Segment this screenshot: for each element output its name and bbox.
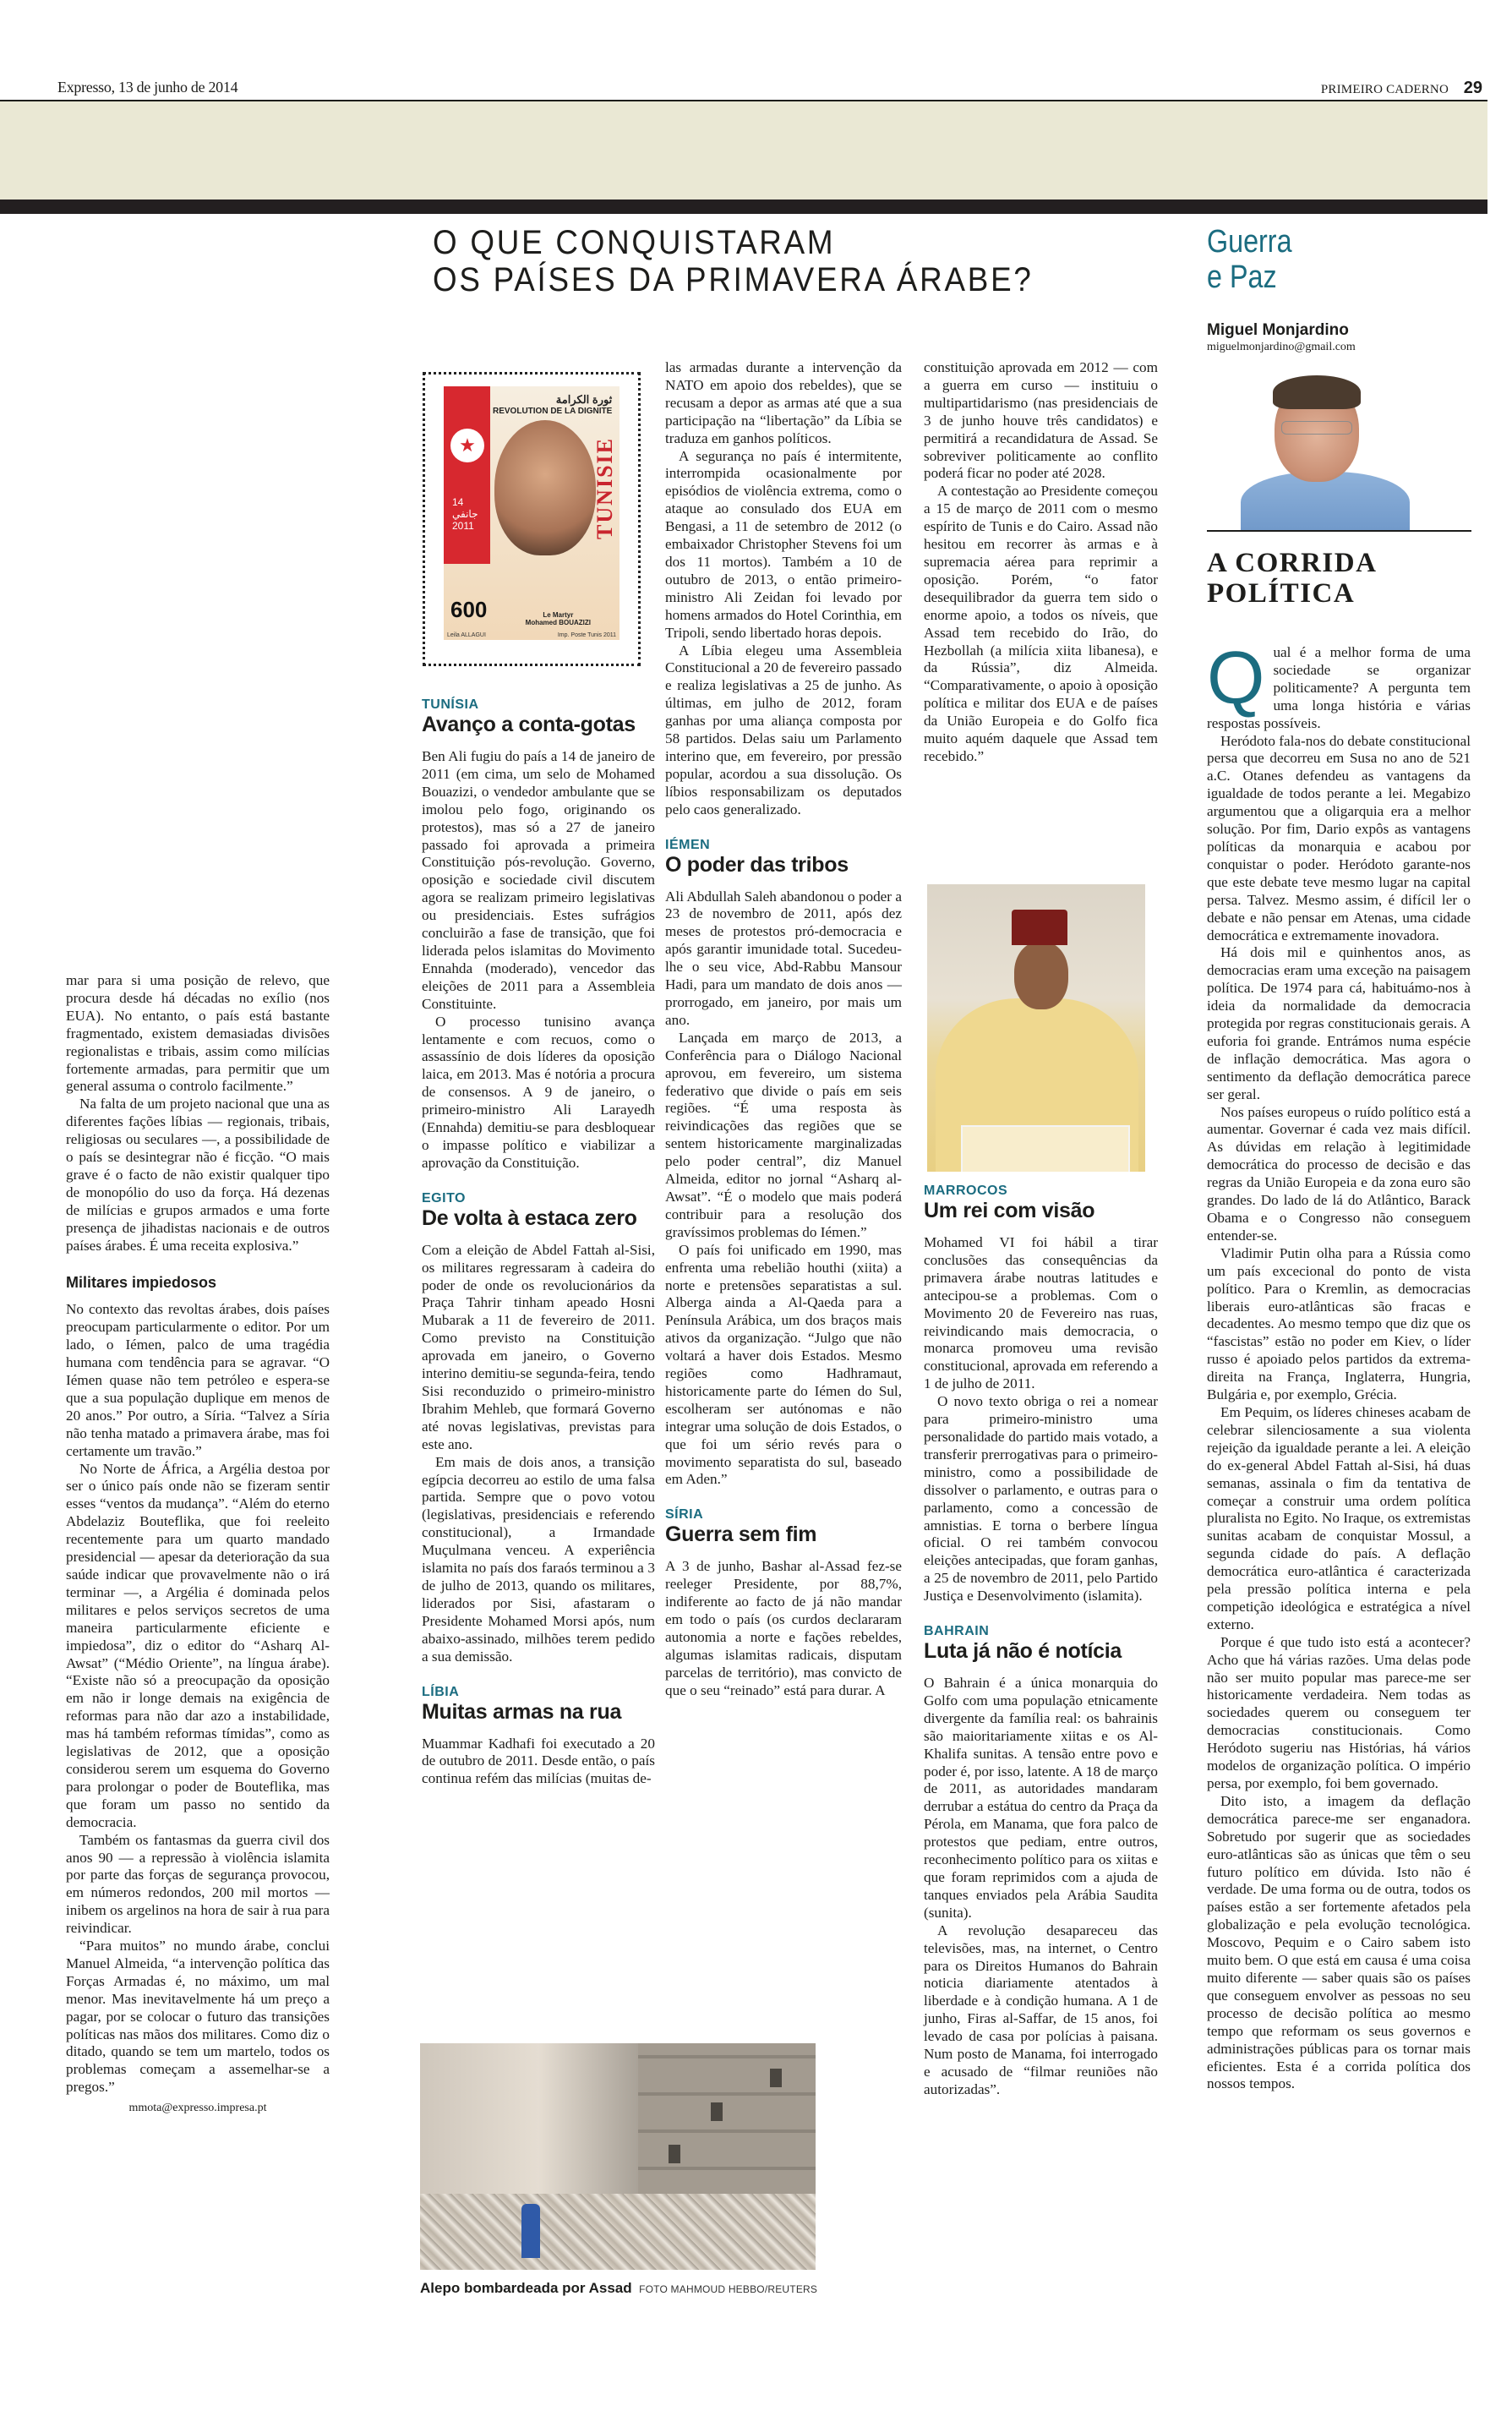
hair — [1273, 375, 1361, 409]
paragraph: constituição aprovada em 2012 — com a guerra em curso — instituiu o multipartidarismo (nas presidenciais de 3 de junho houve três candidatos) e permitirá a recandidatura de Assad. Se sobreviver politicamente ao conflito poderá ficar no poder até 2028. — [924, 359, 1158, 482]
author-name: Miguel Monjardino — [1207, 321, 1349, 339]
subhead: Militares impiedosos — [66, 1273, 217, 1291]
stamp-martyr-name: Mohamed BOUAZIZI — [525, 619, 591, 626]
paragraph: A 3 de junho, Bashar al-Assad fez-se reeleger Presidente, por 88,7%, indiferente ao facto de já não mandar em todo o país (os curdos declararam autonomia a norte e fações rebeldes, algumas islamitas radicais, disputam parcelas de território), mas convicto de que o seu “reinado” está para durar. A — [665, 1558, 902, 1698]
paragraph: mar para si uma posição de relevo, que procura desde há décadas no exílio (nos EUA). No entanto, o país está bastante fragmentado, existem demasiadas divisões regionalistas e tribais, assim como milícias fortemente armadas, para permitir que um general assuma o controlo facilmente.” — [66, 972, 330, 1095]
caption-text: Alepo bombardeada por Assad — [420, 2280, 632, 2296]
headline-morocco: Um rei com visão — [924, 1199, 1095, 1222]
section-name: PRIMEIRO CADERNO — [1320, 83, 1449, 96]
paragraph: Mohamed VI foi hábil a tirar conclusões das consequências da primavera árabe noutras latitudes e antecipou-se a problemas. Com o Movimento 20 de Fevereiro nas ruas, reivindicando mais democracia, o monarca promoveu uma revisão constitucional, aprovada em referendo a 1 de julho de 2011. — [924, 1234, 1158, 1392]
stamp-date: 14 جانفي 2011 — [452, 496, 478, 532]
bouazizi-portrait — [494, 420, 596, 555]
paragraph: Porque é que tudo isto está a acontecer? Acho que há várias razões. Uma delas pode não ser muito popular mas parece-me ser historicamente verdadeira. Nem todas as sociedades querem ou conseguem ter democracias constitucionais. Como Heródoto sugeriu nas Histórias, há vários modelos de organização política. O império persa, por exemplo, foi bem governado. — [1207, 1633, 1471, 1791]
headline-yemen: O poder das tribos — [665, 852, 849, 877]
column-author — [1207, 321, 1356, 354]
country-label-bahrain: BAHRAIN — [924, 1624, 990, 1639]
paragraph: Em Pequim, os líderes chineses acabam de celebrar silenciosamente a sua violenta rejeição da igualdade perante a lei. A eleição do ex-general Abdel Fattah al-Sisi, há duas semanas, assinala o fim da tentativa de começar a construir uma ordem política pluralista no Egito. No Iraque, os extremistas sunitas acabam de conquistar Mossul, a segunda cidade do país. A deflação democrática euro-atlântica é caracterizada pela pressão política interna e pela competição ideológica e estratégica a nível externo. — [1207, 1403, 1471, 1632]
page-number: 29 — [1463, 79, 1482, 97]
headline-libya: Muitas armas na rua — [422, 1699, 622, 1724]
country-label-tunisia: TUNÍSIA — [422, 697, 479, 712]
sidebar-column-2 — [422, 697, 655, 1788]
window — [711, 2102, 723, 2121]
tunisia-flag — [444, 386, 490, 564]
series-title-line2: e Paz — [1207, 260, 1277, 295]
author-portrait — [1224, 372, 1427, 530]
paragraph: “Para muitos” no mundo árabe, conclui Manuel Almeida, “a intervenção política das Forças Armadas é, no máximo, um mal menor. Mas inevitavelmente há um preço a pagar, por se colocar o futuro das transições políticas nas mãos dos militares. Como diz o ditado, quando se tem um martelo, todos os problemas começam a assemelhar-se a pregos.” — [66, 1938, 330, 2096]
column-headline-line2: POLÍTICA — [1207, 578, 1356, 609]
publication-date: Expresso, 13 de junho de 2014 — [57, 79, 238, 96]
photo-caption — [420, 2280, 817, 2297]
author-email[interactable]: miguelmonjardino@gmail.com — [1207, 341, 1356, 353]
damaged-building — [638, 2043, 816, 2204]
headline-tunisia: Avanço a conta-gotas — [422, 713, 636, 736]
glasses — [1281, 421, 1352, 435]
ad-band — [0, 101, 1487, 200]
column-headline — [1207, 548, 1377, 609]
paragraph: O novo texto obriga o rei a nomear para primeiro-ministro uma personalidade do partido mais votado, a transferir prerrogativas para o primeiro-ministro, como a possibilidade de dissolver o parlamento, e outras para o parlamento, como a concessão de amnistias. E torna o berbere língua oficial. O rei também convocou eleições antecipadas, que foram ganhas, a 25 de novembro de 2011, pelo Partido Justiça e Desenvolvimento (islamita). — [924, 1393, 1158, 1605]
stamp-martyr — [526, 611, 591, 626]
paragraph: Heródoto fala-nos do debate constitucional persa que decorreu em Susa no ano de 521 a.C. Otanes defendeu as vantagens da igualdade de todos perante a lei. Megabizo argumentou que a oligarquia era a melhor solução. Por fim, Dario expôs as vantagens políticas da monarquia e acabou por conquistar o poder. Heródoto garante-nos que este debate teve mesmo lugar na capital persa. Talvez. Mesmo assim, é difícil ler o debate e não pensar em Atenas, uma cidade democrática e extremamente inovadora. — [1207, 732, 1471, 943]
crescent-star-icon: ★ — [450, 429, 484, 462]
bouazizi-stamp-image — [423, 372, 641, 666]
paragraph: No Norte de África, a Argélia destoa por ser o único país onde não se fizeram sentir esses “ventos da mudança”. “Além do eterno Abdelaziz Bouteflika, que foi reeleito recentemente para um quarto mandado presidencial — apesar da deterioração da sua saúde indicar que provavelmente não o irá terminar —, a Argélia é dominada pelos militares e pelos serviços secretos de uma maneira particularmente eficiente e impiedosa”, diz o editor do “Asharq Al-Awsat” (“Médio Oriente”, na língua árabe). “Existe não só a preocupação da oposição em não ir longe demais na exigência de reformas para não dar azo a instabilidade, mas há também reformas tímidas”, como as legislativas de 2012, que a oposição considerou serem um esquema do Governo para prolongar o poder de Bouteflika, mas que foram um passo no sentido da democracia. — [66, 1460, 330, 1830]
stamp-martyr-label: Le Martyr — [543, 611, 574, 619]
stamp-title — [493, 393, 612, 416]
paragraph: A Líbia elegeu uma Assembleia Constitucional a 20 de fevereiro passado e realiza legislativas a 25 de junho. As últimas, em julho de 2012, foram ganhas por uma aliança composta por 58 partidos. Delas saiu um Parlamento interino que, em fevereiro, por pressão popular, acordou a sua dissolução. Os líbios responsabilizam os deputados pelo caos generalizado. — [665, 642, 902, 817]
folio-right — [1321, 79, 1482, 98]
paragraph: Com a eleição de Abdel Fattah al-Sisi, os militares regressaram à cadeira do poder de onde os revolucionários da Praça Tahrir tinham apeado Hosni Mubarak a 11 de fevereiro de 2011. Como previsto na Constituição aprovada em janeiro, o Governo interino demitiu-se segunda-feira, tendo Sisi reconduzido o primeiro-ministro Ibrahim Mehleb, que formará Governo até novas legislativas, previstas para este ano. — [422, 1241, 655, 1452]
paragraph: Na falta de um projeto nacional que una as diferentes fações líbias — regionais, tribais, religiosas ou seculares —, a possibilidade de o país se desintegrar não é ficção. “O mais grave é o facto de não existir qualquer tipo de monopólio do uso da força. Há dezenas de milícias e grupos armados e uma forte presença de jihadistas nacionais e de outros países árabes. É uma receita explosiva.” — [66, 1096, 330, 1254]
paragraph: Há dois mil e quinhentos anos, as democracias eram uma exceção na paisagem política. De 1974 para cá, habituámo-nos à ideia da normalidade da democracia protegida por regras constitucionais gerais. A euforia foi grande. Entrámos numa espécie de inflação democrática. Mas agora o sentimento da deflação democrática parece ser geral. — [1207, 944, 1471, 1102]
stamp-arabic-title: ثورة الكرامة — [555, 393, 613, 406]
stamp-designer: Leila ALLAGUI — [447, 632, 486, 638]
window — [770, 2069, 782, 2087]
paragraph: Lançada em março de 2013, a Conferência para o Diálogo Nacional aprovou, em fevereiro, um sistema federativo que divide o país em seis regiões. “É uma resposta às reivindicações das regiões que se sentem historicamente marginalizadas pelo poder central”, diz Manuel Almeida, editor no jornal “Asharq al-Awsat”. “É o modelo que mais poderá contribuir para a resolução dos gravíssimos problemas do Iémen.” — [665, 1029, 902, 1240]
stamp-country: TUNISIE — [592, 437, 617, 539]
paragraph: Ben Ali fugiu do país a 14 de janeiro de 2011 (em cima, um selo de Mohamed Bouazizi, o vendedor ambulante que se imolou pelo fogo, originando os protestos), mas só a 27 de janeiro passado foi aprovada a primeira Constituição pós-revolução. Governo, oposição e sociedade civil discutem agora se realizam primeiro legislativas ou presidenciais. Estes sufrágios concluirão a fase de transição, que foi liderada pelos islamitas do Movimento Ennahda (moderado), vencedor das eleições de 2011 para a Assembleia Constituinte. — [422, 748, 655, 1012]
headline-syria: Guerra sem fim — [665, 1523, 817, 1547]
paragraph: Vladimir Putin olha para a Rússia como um país excecional do ponto de vista político. Para o Kremlin, as democracias liberais euro-atlânticas são fracas e decadentes. Ao mesmo tempo que diz que os “fascistas” estão no poder em Kiev, o líder russo é apoiado pelos partidos da extrema-direita na França, Inglaterra, Hungria, Bulgária e, por exemplo, Grécia. — [1207, 1244, 1471, 1403]
portrait-rule — [1207, 530, 1471, 532]
headline-egypt: De volta à estaca zero — [422, 1206, 637, 1230]
rubble — [420, 2194, 816, 2270]
paragraph: O Bahrain é a única monarquia do Golfo com uma população etnicamente divergente da família real: os bahrainis são maioritariamente xiitas e os Al-Khalifa sunitas. A tensão entre povo e poder é, por isso, latente. A 18 de março de 2011, as autoridades mandaram derrubar a estátua do centro da Praça da Pérola, em Manama, que fora palco de protestos que pediam, entre outros, reconhecimento político para os xiitas e que foram reprimidos com a ajuda de tanques enviados pela Arábia Saudita (sunita). — [924, 1675, 1158, 1921]
paragraph: O processo tunisino avança lentamente e com recuos, como o assassínio de dois líderes da oposição laica, em 2013. Mas é notória a procura de consensos. A 9 de janeiro, o primeiro-ministro Ali Larayedh (Ennahda) demitiu-se para desbloquear o impasse político e viabilizar a aprovação da Constituição. — [422, 1013, 655, 1171]
window — [669, 2145, 680, 2163]
column-series-title — [1207, 224, 1292, 295]
first-paragraph — [1207, 636, 1471, 733]
country-label-syria: SÍRIA — [665, 1507, 704, 1523]
face — [1014, 942, 1068, 1009]
ballot-box — [961, 1125, 1130, 1172]
opinion-column-body — [1207, 636, 1471, 2093]
stamp-printer: Imp. Poste Tunis 2011 — [557, 632, 616, 638]
paragraph: Ali Abdullah Saleh abandonou o poder a 23 de novembro de 2011, após dez meses de protestos pró-democracia e após garantir imunidade total. Sucedeu-lhe o seu vice, Abd-Rabbu Mansour Hadi, para um mandato de dois anos — prorrogado, em janeiro, por mais um ano. — [665, 888, 902, 1028]
country-label-egypt: EGITO — [422, 1190, 466, 1206]
moroccan-king-voting-photo — [927, 884, 1145, 1172]
stamp-footer — [447, 632, 616, 638]
person — [521, 2204, 540, 2258]
sidebar-column-4 — [924, 359, 1158, 766]
series-title-line1: Guerra — [1207, 224, 1292, 260]
paragraph: A segurança no país é intermitente, interrompida ocasionalmente por episódios de violência extrema, como o ataque ao consulado dos EUA em Bengasi, a 11 de setembro de 2012 (o embaixador Christopher Stevens foi um dos 11 mortos). Também a 10 de outubro de 2013, o então primeiro-ministro Ali Zeidan foi levado por homens armados do Hotel Corinthia, em Tripoli, sendo libertado horas depois. — [665, 447, 902, 641]
main-title — [433, 224, 1034, 298]
photo-credit: FOTO MAHMOUD HEBBO/REUTERS — [639, 2283, 818, 2295]
dropcap: Q — [1207, 636, 1265, 719]
paragraph: Muammar Kadhafi foi executado a 20 de outubro de 2011. Desde então, o país continua refém das milícias (muitas de- — [422, 1735, 655, 1787]
country-label-morocco: MARROCOS — [924, 1184, 1008, 1198]
paragraph: A contestação ao Presidente começou a 15 de março de 2011 com o mesmo espírito de Tunis e do Cairo. Assad não hesitou em recorrer às armas e à supremacia aérea para reprimir a oposição. Porém, “o fator desequilibrador da guerra tem sido o enorme apoio, a todos os níveis, que Assad tem recebido do Irão, do Hezbollah (a milícia xiita libanesa), e da Rússia”, diz Almeida. “Comparativamente, o apoio à oposição política e militar dos EUA e de países da União Europeia e do Golfo fica muito aquém daquele que Assad tem recebido.” — [924, 483, 1158, 764]
sidebar-column-3 — [665, 359, 902, 1700]
dark-band — [0, 200, 1487, 214]
left-column-article — [66, 972, 330, 2118]
stamp-value: 600 — [450, 597, 488, 622]
paragraph: A revolução desapareceu das televisões, mas, na internet, o Centro para os Direitos Humanos do Bahrain noticia diariamente atentados à liberdade e à condição humana. A 1 de junho, Firas al-Saffar, de 15 anos, foi levado de casa por polícias à paisana. Num posto de Manama, foi interrogado e acusado de “filmar reuniões não autorizadas”. — [924, 1922, 1158, 2097]
country-label-libya: LÍBIA — [422, 1684, 460, 1699]
sidebar-column-4-lower — [924, 1184, 1158, 2099]
paragraph: Nos países europeus o ruído político está a aumentar. Governar é cada vez mais difícil. As dúvidas em relação à legitimidade democrática do processo de decisão e das regras da União Europeia e da zona euro são grandes. Do lado de lá do Atlântico, Barack Obama e o Congresso não conseguem entender-se. — [1207, 1103, 1471, 1244]
fez-hat — [1012, 910, 1067, 945]
paragraph: Também os fantasmas da guerra civil dos anos 90 — a repressão à violência islamita por parte das forças de segurança provocou, em números redondos, 200 mil mortos — inibem os argelinos na hora de sair à rua para reivindicar. — [66, 1831, 330, 1937]
author-email-signoff: mmota@expresso.impresa.pt — [128, 2102, 267, 2115]
main-title-line1: O QUE CONQUISTARAM — [433, 224, 836, 261]
main-title-line2: OS PAÍSES DA PRIMAVERA ÁRABE? — [433, 261, 1034, 298]
paragraph: O país foi unificado em 1990, mas enfrenta uma rebelião houthi (xiita) a norte e pretensões separatistas a sul. Alberga ainda a Al-Qaeda para a Península Arábica, um dos braços mais ativos da organização. “Julgo que não voltará a haver dois Estados. Mesmo regiões como Hadhramaut, historicamente parte do Iémen do Sul, escolheram ser autónomas e não integrar uma solução de dois Estados, o que foi um sério revés para o movimento separatista do sul, baseado em Aden.” — [665, 1241, 902, 1488]
headline-bahrain: Luta já não é notícia — [924, 1639, 1122, 1664]
country-label-yemen: IÉMEN — [665, 837, 711, 852]
paragraph: No contexto das revoltas árabes, dois países preocupam particularmente o editor. Por um lado, o Iémen, palco de uma tragédia humana com tendência para se agravar. “O Iémen quase não tem petróleo e espera-se que a sua população duplique em menos de 20 anos.” Por outro, a Síria. “Talvez a Síria não tenha matado a primavera árabe, mas foi certamente um travão.” — [66, 1301, 330, 1459]
aleppo-ruins-photo — [420, 2043, 816, 2270]
first-paragraph-text: ual é a melhor forma de uma sociedade se organizar politicamente? A pergunta tem uma longa história e várias respostas possíveis. — [1207, 644, 1471, 731]
stamp-latin-title: REVOLUTION DE LA DIGNITE — [493, 407, 613, 416]
paragraph: Em mais de dois anos, a transição egípcia decorreu ao estilo de uma falsa partida. Sempre que o povo votou (legislativas, presidenciais e referendo constitucional), a Irmandade Muçulmana venceu. A experiência islamita no país dos faraós terminou a 3 de julho de 2013, quando os militares, liderados por Sisi, afastaram o Presidente Mohamed Morsi após, num abaixo-assinado, milhões terem pedido a sua demissão. — [422, 1453, 655, 1665]
paragraph: Dito isto, a imagem da deflação democrática parece-me ser enganadora. Sobretudo por sugerir que as sociedades euro-atlânticas são as únicas que têm o seu futuro político em dúvida. Isto não é verdade. De uma forma ou de outra, todos os países estão a ser fortemente afetados pela globalização e pela evolução tecnológica. Moscovo, Pequim e o Cairo sabem isto muito bem. O que está em causa é uma coisa muito diferente — saber quais são os países que conseguem envolver as pessoas no seu processo de decisão política ao mesmo tempo que reformam os seus governos e administrações públicas para os tornar mais eficientes. Esta é a corrida política dos nossos tempos. — [1207, 1792, 1471, 2092]
paragraph: las armadas durante a intervenção da NATO em apoio dos rebeldes), que se recusam a depor as armas até que a sua participação na “libertação” da Líbia se traduza em ganhos políticos. — [665, 359, 902, 446]
column-headline-line1: A CORRIDA — [1207, 548, 1378, 578]
